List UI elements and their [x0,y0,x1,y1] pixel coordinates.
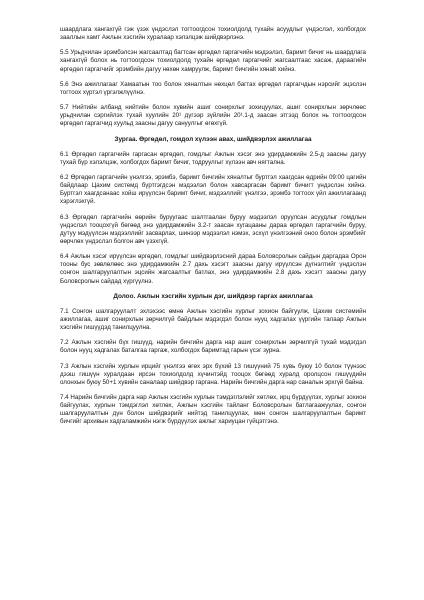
paragraph-7-4: 7.4 Нарийн бичгийн дарга нар Ажлын хэсгийн хурлын тэмдэглэлийг хөтлөх, ирц бүрдүүлэх, хурлыг зохион байгуулах, хурлын тэмдэглэл хөтлөх, Ажлын хэсгийн тайланг Боловсролын батлагаажуулах, сонгон шалгаруулалтын дүн болон шийдвэрийг нийтэд танилцуулах, мөн сонгон шалгаруулалтын баримт бичгийг архивын хадгаламжийн нэгж бүрдүүлэх ажлыг хариуцан гүйцэтгэнэ. [60,394,366,426]
section-six-heading: Зургаа. Өргөдөл, гомдол хүлээн авах, шийдвэрлэх ажиллагаа [114,135,312,143]
section-seven-heading: Долоо. Ажлын хэсгийн хурлын дэг, шийдвэр гаргах ажиллагаа [113,292,313,300]
paragraph-6-2: 6.2 Өргөдөл гаргагчийн үнэлгээ, эрэмбэ, баримт бичгийн хянaлтыг буртгэл хаагдсан өдрийн 09:00 цагийн байдлаар Цахим системд бүртгэгдсэн мэдээлэл болон хавсаргасан баримт бичигт үндэслэн хийнэ. Буртгэл хаагдсанаас хойш ирүүлсэн баримт бичиг, мэдээллийг үнэлгээ, эрэмбэ тогтоох үйл ажиллагаанд хэрэглэхгүй. [60,173,366,206]
paragraph-6-3: 6.3 Өргөдөл гаргагчийн өөрийн буруугаас шалтгаалан буруу мэдээлэл оруулсан асуудлыг гомдлын үндэслэл тооцохгүй бөгөөд энэ удирдамжийн 3.2-т заасан хугацааны дараа өргөдөл гаргагчийн буруу, дутуу мэдүүлсэн мэдээллийг засварлах, шинээр мэдээлэл нэмэх, эсхүл үнэлгээний оноо болон эрэмбийг өөрчлөх үндэслэл болгон авч үзэхгүй. [60,213,366,245]
paragraph-7-3: 7.3 Ажлын хэсгийн хурлын ирцийг үнэлгээ өгөх эрх бүхий 13 гишүүний 75 хувь буюу 10 болон түүнээс дээш гишүүн хуралдаан ирсэн тохиолдолд хүчинтэйд тооцох бөгөөд хуралд оролцсон гишүүдийн олонхын буюу 50+1 хувийн саналаар шийдвэр гаргана. Нарийн бичгийн дарга нар саналын эрхгүй байна. [60,362,366,386]
paragraph-5-5: 5.5 Урьдчилан эрэмбэлсэн жагсаалтад багтсан өргөдөл гаргагчийн мэдээлэл, баримт бичиг нь шаардлага хангахгүй болох нь тогтоогдсон тохиолдолд тухайн өргөдөл гаргагчийг жагсаалтаас хасаж, дараагийн өргөдөл гаргагчийг эрэмбийн дагуу нөхөн хамруулж, баримт бичгийн хянalt хийнэ. [60,49,366,73]
paragraph-6-4: 6.4 Ажлын хэсэг ирүүлсэн өргөдөл, гомдлыг шийдвэрлэсний дараа Боловсролын сайдын даргадаа Орон тооны бус зөвлөлөөс энэ удирдамжийн 2.7 дахь хэсэгт заасны дагуу ирүүлсэн дүгнэлтийг үндэслэн сонгон шалгаруулалтын эцсийн жагсаалтыг батлах, энэ удирдамжийн 2.8 дахь хэсэгт заасны дагуу Боловсролын сайдад хүргүүлнэ. [60,253,366,285]
paragraph-7-2: 7.2 Ажлын хэсгийн бүх гишүүд, нарийн бичгийн дарга нар ашиг сонирхлын зөрчилгүй тухай мэдэгдэл болон нууц хадгалах баталгаа гаргаж, холбогдох баримтад гарын үсэг зурна. [60,339,366,355]
paragraph-5-7: 5.7 Нийтийн албанд нийтийн болон хувийн ашиг сонирхлыг зохицуулах, ашиг сонирхлын зөрчлөөс урьдчилан сэргийлэх тухай хуулийн 20¹ дүгээр зүйлийн 20¹.1-д заасан этгээд болох нь тогтоогдсон өргөдөл гаргагчид хуульд заасны дагуу сануулгыг өгөхгүй. [60,104,366,128]
paragraph-5-6: 5.6 Энэ ажиллагааг Хамаатын тоо болон хянaлтын нөхцөл багтах өргөдөл гаргагчдын нэрсийг эцэслэн тогтоох хүртэл үргэлжлүүлнэ. [60,80,366,96]
paragraph-continued: шаардлага хангахгүй гэж үзэх үндэслэл тогтоогдсон тохиолдолд тухайн асуудлыг үндэслэл, холбогдох зааллын хамт Ажлын хэсгийн хуралаар хэлэлцэж шийдвэрлэнэ. [60,26,366,42]
paragraph-6-1: 6.1 Өргөдөл гаргагчийн гаргасан өргөдөл, гомдлыг Ажлын хэсэг энэ удирдамжийн 2.5-д заасны дагуу тухай бүр хэлэлцэж, холбогдох баримт бичиг, тодруулгыг хүлээн авч нягтална. [60,150,366,166]
paragraph-7-1: 7.1 Сонгон шалгаруулалт эхлэхээс өмнө Ажлын хэсгийн хурлыг зохион байгуулж, Цахим системийн ажиллагаа, ашиг сонирхлын зөрчилгүй байдлын мэдэгдэл болон нууц хадгалах үүргийн талаар Ажлын хэсгийн гишүүдэд танилцуулна. [60,307,366,332]
